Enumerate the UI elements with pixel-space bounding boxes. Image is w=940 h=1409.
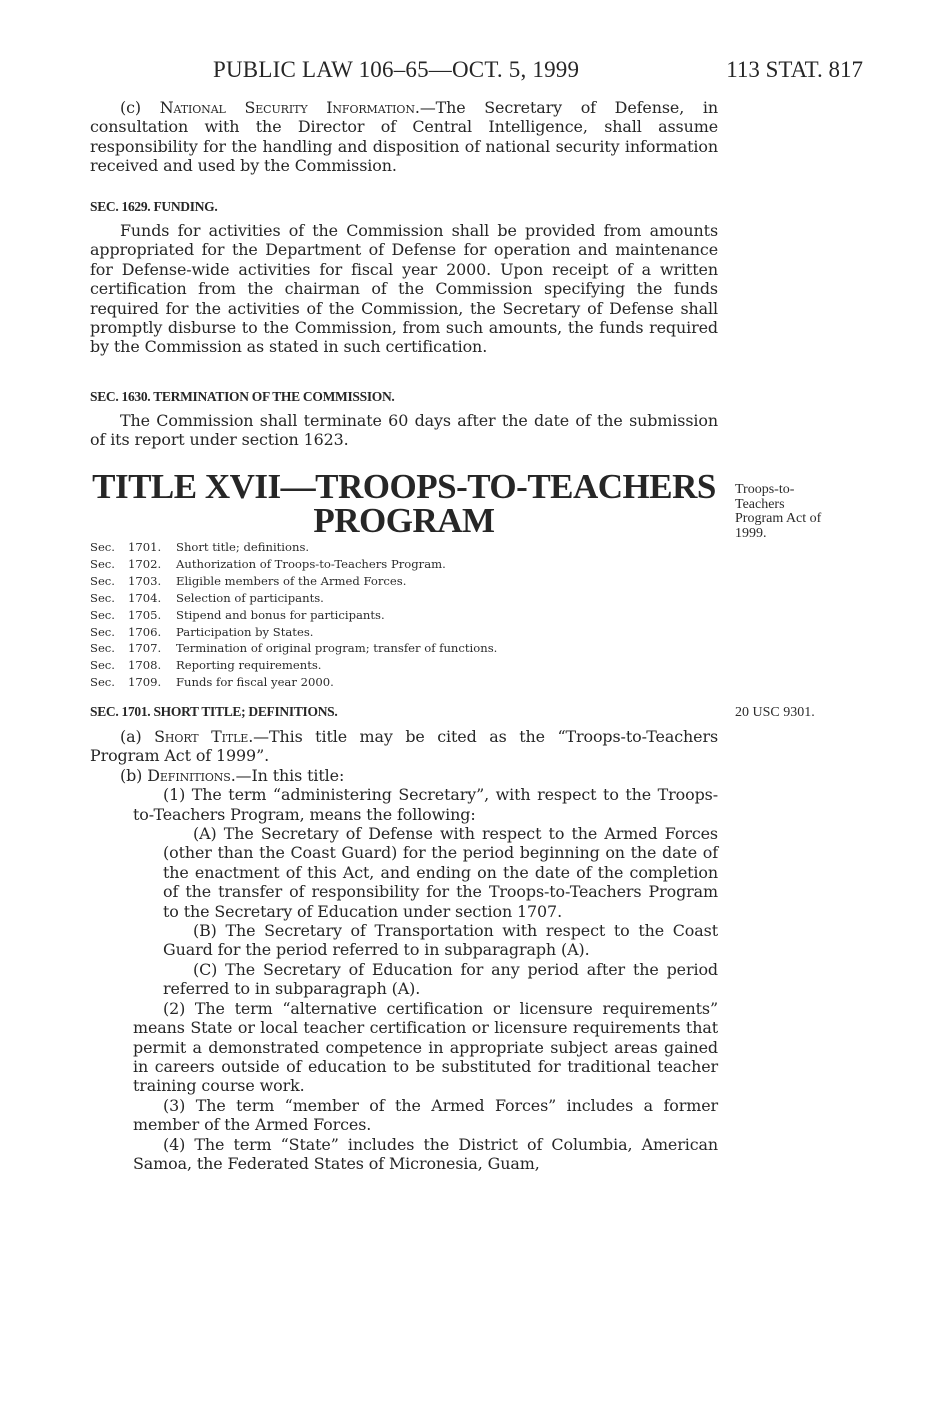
section-text: The Commission shall terminate 60 days after the date of the submission of its report under section 1623.	[90, 411, 718, 450]
section-1701-body	[90, 727, 718, 1173]
para-label: (c)	[120, 98, 160, 117]
definition-2: (2) The term “alternative certification or licensure requirements” means State or local teacher certification or licensure requirements that permit a demonstrated competence in appropriate subject areas gained in careers outside of education to be substituted for traditional teacher training course work.	[133, 998, 718, 1096]
subsection-b: (b) Definitions.—In this title:	[120, 765, 345, 785]
toc-item: Sec. 1707. Termination of original program; transfer of functions.	[90, 641, 498, 656]
section-text: Funds for activities of the Commission shall be provided from amounts appropriated for the Department of Defense for operation and maintenance for Defense-wide activities for fiscal year 2000. Upon receipt of a written certification from the chairman of the Commission specifying the funds required for the activities of the Commission, the Secretary of Defense shall promptly disburse to the Commission, from such amounts, the funds required by the Commission as stated in such certification.	[90, 221, 718, 357]
section-1630	[90, 389, 718, 405]
title-heading	[90, 467, 718, 540]
section-1629-body	[90, 221, 718, 357]
title-line-2: PROGRAM	[313, 501, 495, 540]
paragraph-c-national-security	[90, 98, 718, 176]
toc-item: Sec. 1708. Reporting requirements.	[90, 658, 322, 673]
section-heading: SEC. 1629. FUNDING.	[90, 199, 218, 214]
margin-note-short-title: Troops-to- Teachers Program Act of 1999.	[735, 482, 822, 541]
definition-1-B: (B) The Secretary of Transportation with respect to the Coast Guard for the period referred to in subparagraph (A).	[163, 921, 718, 960]
definition-1: (1) The term “administering Secretary”, with respect to the Troops-to-Teachers Program, means the following:	[133, 785, 718, 824]
header-public-law: PUBLIC LAW 106–65—OCT. 5, 1999	[213, 57, 580, 82]
section-heading: SEC. 1701. SHORT TITLE; DEFINITIONS.	[90, 704, 338, 719]
section-1701	[90, 704, 718, 720]
toc-item: Sec. 1701. Short title; definitions.	[90, 540, 310, 554]
toc-item: Sec. 1704. Selection of participants.	[90, 590, 324, 605]
definition-3: (3) The term “member of the Armed Forces” includes a former member of the Armed Forces.	[133, 1095, 718, 1135]
subsection-a: (a) Short Title.—This title may be cited as the “Troops-to-Teachers Program Act of 1999”.	[90, 727, 719, 766]
toc-item: Sec. 1706. Participation by States.	[90, 624, 314, 639]
para-text: .—The Secretary of Defense, in consultation with the Director of Central Intelligence, shall assume responsibility for the handling and disposition of national security information received and used by the Commission.	[90, 98, 718, 176]
para-heading: National Security Information	[159, 98, 415, 117]
toc-item: Sec. 1703. Eligible members of the Armed Forces.	[90, 573, 407, 588]
definition-4: (4) The term “State” includes the District of Columbia, American Samoa, the Federated States of Micronesia, Guam,	[133, 1134, 718, 1173]
definition-1-A: (A) The Secretary of Defense with respect to the Armed Forces (other than the Coast Guard) for the period beginning on the date of the enactment of this Act, and ending on the date of the completion of the transfer of responsibility for the Troops-to-Teachers Program to the Secretary of Education under section 1707.	[163, 824, 718, 921]
header-stat-page: 113 STAT. 817	[726, 57, 863, 82]
definition-1-C: (C) The Secretary of Education for any period after the period referred to in subparagraph (A).	[163, 959, 718, 999]
toc-item: Sec. 1705. Stipend and bonus for participants.	[90, 607, 385, 622]
margin-note-usc: 20 USC 9301.	[735, 705, 815, 720]
running-header	[213, 57, 863, 87]
section-1629	[90, 199, 718, 215]
table-of-contents	[90, 539, 650, 691]
toc-item: Sec. 1709. Funds for fiscal year 2000.	[90, 675, 334, 690]
section-heading: SEC. 1630. TERMINATION OF THE COMMISSION.	[90, 389, 395, 404]
section-1630-body	[90, 411, 718, 450]
title-line-1: TITLE XVII—TROOPS-TO-TEACHERS	[92, 467, 716, 506]
toc-item: Sec. 1702. Authorization of Troops-to-Teachers Program.	[90, 556, 446, 571]
